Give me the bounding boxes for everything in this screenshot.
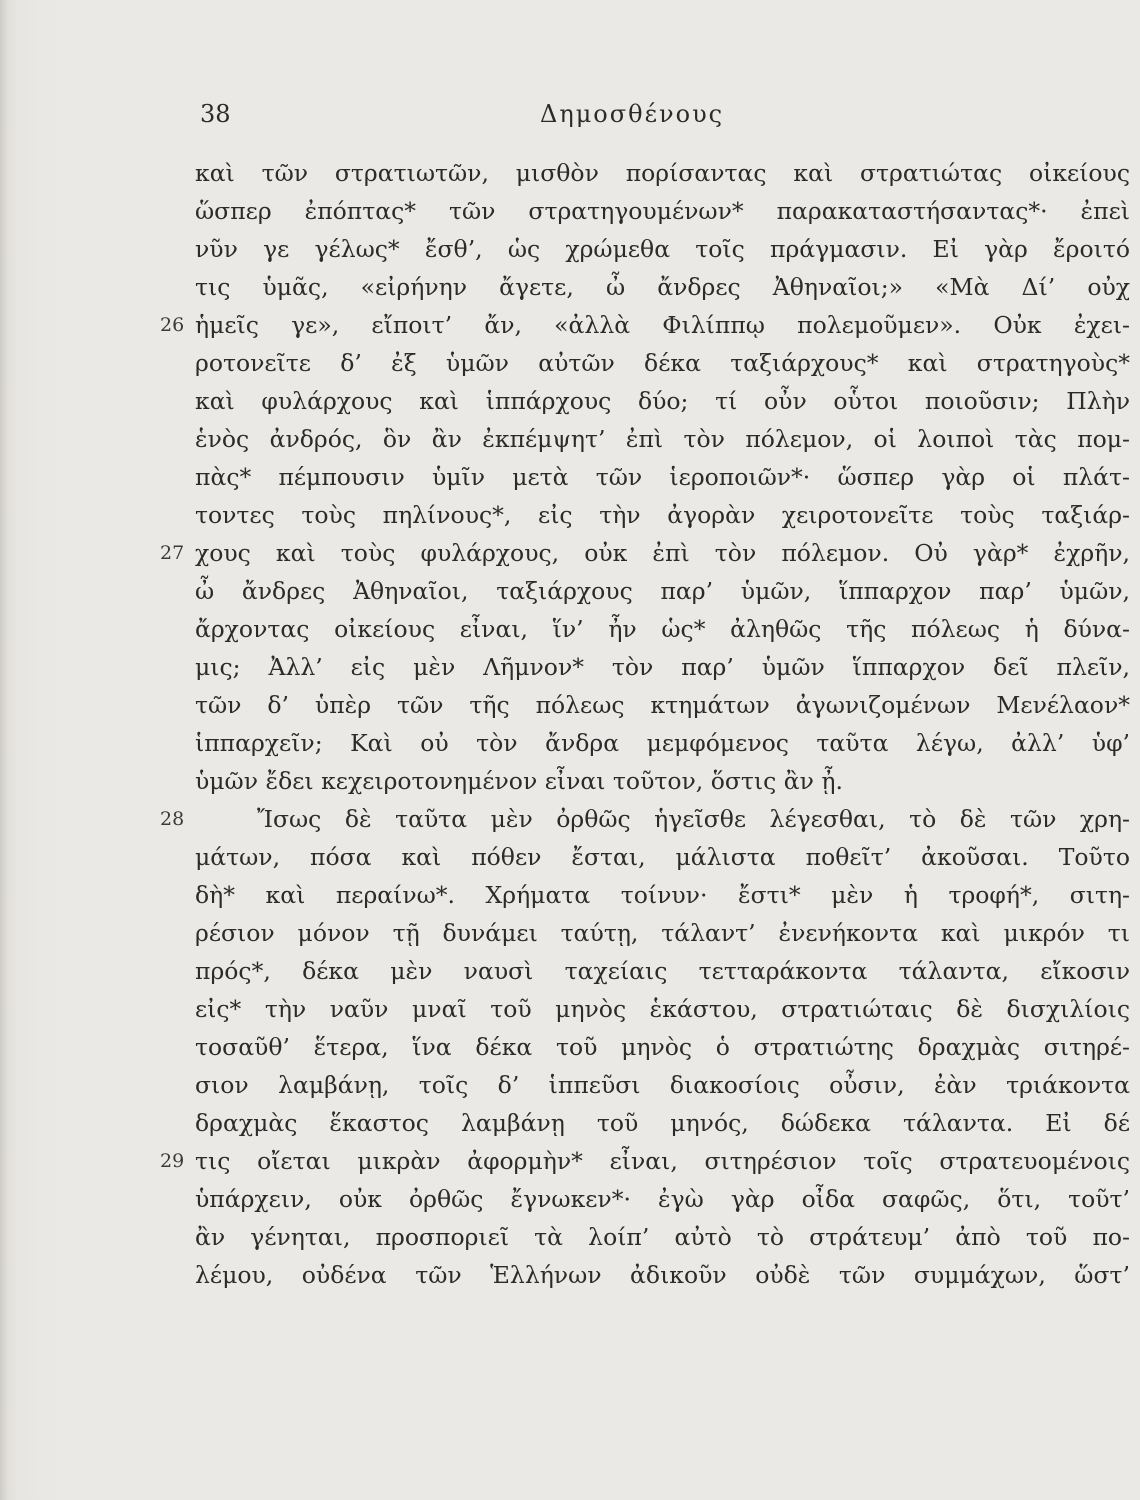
text-line: ὑπάρχειν, οὐκ ὀρθῶς ἔγνωκεν*· ἐγὼ γὰρ οἶδα σαφῶς, ὅτι, τοῦτ’ — [195, 1185, 1130, 1213]
text-line: ἱππαρχεῖν; Καὶ οὐ τὸν ἄνδρα μεμφόμενος ταῦτα λέγω, ἀλλ’ ὑφ’ — [195, 729, 1130, 757]
text-line: χους καὶ τοὺς φυλάρχους, οὐκ ἐπὶ τὸν πόλεμον. Οὐ γὰρ* ἐχρῆν, — [195, 539, 1130, 567]
text-line: τις ὑμᾶς, «εἰρήνην ἄγετε, ὦ ἄνδρες Ἀθηναῖοι;» «Μὰ Δί’ οὐχ — [195, 273, 1130, 301]
section-number-27: 27 — [160, 542, 185, 564]
text-line: ρέσιον μόνον τῇ δυνάμει ταύτῃ, τάλαντ’ ἐνενήκοντα καὶ μικρόν τι — [195, 919, 1130, 947]
body-text — [195, 154, 1130, 1294]
text-line: μις; Ἀλλ’ εἰς μὲν Λῆμνον* τὸν παρ’ ὑμῶν ἵππαρχον δεῖ πλεῖν, — [195, 653, 1130, 681]
page-number: 38 — [200, 100, 231, 128]
section-number-26: 26 — [160, 314, 185, 336]
text-line: ὦ ἄνδρες Ἀθηναῖοι, ταξιάρχους παρ’ ὑμῶν, ἵππαρχον παρ’ ὑμῶν, — [195, 577, 1130, 605]
running-title: Δημοσθένους — [540, 100, 725, 128]
text-line: νῦν γε γέλως* ἔσθ’, ὡς χρώμεθα τοῖς πράγμασιν. Εἰ γὰρ ἔροιτό — [195, 235, 1130, 263]
page-edge — [0, 0, 8, 1500]
text-line: τῶν δ’ ὑπὲρ τῶν τῆς πόλεως κτημάτων ἀγωνιζομένων Μενέλαον* — [195, 691, 1130, 719]
text-line: εἰς* τὴν ναῦν μναῖ τοῦ μηνὸς ἑκάστου, στρατιώταις δὲ δισχιλίοις — [195, 995, 1130, 1023]
text-line: τοσαῦθ’ ἕτερα, ἵνα δέκα τοῦ μηνὸς ὁ στρατιώτης δραχμὰς σιτηρέ- — [195, 1033, 1130, 1061]
text-line: Ἴσως δὲ ταῦτα μὲν ὀρθῶς ἡγεῖσθε λέγεσθαι, τὸ δὲ τῶν χρη- — [257, 805, 1130, 833]
text-line: τοντες τοὺς πηλίνους*, εἰς τὴν ἀγορὰν χειροτονεῖτε τοὺς ταξιάρ- — [195, 501, 1130, 529]
text-line: ὑμῶν ἔδει κεχειροτονημένον εἶναι τοῦτον, ὅστις ἂν ᾖ. — [195, 767, 843, 795]
text-line: δραχμὰς ἕκαστος λαμβάνῃ τοῦ μηνός, δώδεκα τάλαντα. Εἰ δέ — [195, 1109, 1130, 1137]
text-line: ἡμεῖς γε», εἴποιτ’ ἄν, «ἀλλὰ Φιλίππῳ πολεμοῦμεν». Οὐκ ἐχει- — [195, 311, 1130, 339]
text-line: μάτων, πόσα καὶ πόθεν ἔσται, μάλιστα ποθεῖτ’ ἀκοῦσαι. Τοῦτο — [195, 843, 1130, 871]
text-line: τις οἴεται μικρὰν ἀφορμὴν* εἶναι, σιτηρέσιον τοῖς στρατευομένοις — [195, 1147, 1130, 1175]
text-line: πρός*, δέκα μὲν ναυσὶ ταχείαις τετταράκοντα τάλαντα, εἴκοσιν — [195, 957, 1130, 985]
text-line: ἂν γένηται, προσποριεῖ τὰ λοίπ’ αὐτὸ τὸ στράτευμ’ ἀπὸ τοῦ πο- — [195, 1223, 1130, 1251]
text-line: ἄρχοντας οἰκείους εἶναι, ἵν’ ἦν ὡς* ἀληθῶς τῆς πόλεως ἡ δύνα- — [195, 615, 1130, 643]
text-line: λέμου, οὐδένα τῶν Ἑλλήνων ἀδικοῦν οὐδὲ τῶν συμμάχων, ὥστ’ — [195, 1261, 1130, 1289]
text-line: καὶ τῶν στρατιωτῶν, μισθὸν πορίσαντας καὶ στρατιώτας οἰκείους — [195, 159, 1130, 187]
text-line: σιον λαμβάνῃ, τοῖς δ’ ἱππεῦσι διακοσίοις οὖσιν, ἐὰν τριάκοντα — [195, 1071, 1130, 1099]
section-number-29: 29 — [160, 1150, 185, 1172]
section-number-28: 28 — [160, 808, 185, 830]
page-header — [200, 100, 1130, 136]
text-line: ροτονεῖτε δ’ ἐξ ὑμῶν αὐτῶν δέκα ταξιάρχους* καὶ στρατηγοὺς* — [195, 349, 1130, 377]
text-line: δὴ* καὶ περαίνω*. Χρήματα τοίνυν· ἔστι* μὲν ἡ τροφή*, σιτη- — [195, 881, 1130, 909]
text-line: ὥσπερ ἐπόπτας* τῶν στρατηγουμένων* παρακαταστήσαντας*· ἐπεὶ — [195, 197, 1130, 225]
text-line: καὶ φυλάρχους καὶ ἱππάρχους δύο; τί οὖν οὗτοι ποιοῦσιν; Πλὴν — [195, 387, 1130, 415]
text-line: πὰς* πέμπουσιν ὑμῖν μετὰ τῶν ἱεροποιῶν*· ὥσπερ γὰρ οἱ πλάτ- — [195, 463, 1130, 491]
text-line: ἑνὸς ἀνδρός, ὃν ἂν ἐκπέμψητ’ ἐπὶ τὸν πόλεμον, οἱ λοιποὶ τὰς πομ- — [195, 425, 1130, 453]
